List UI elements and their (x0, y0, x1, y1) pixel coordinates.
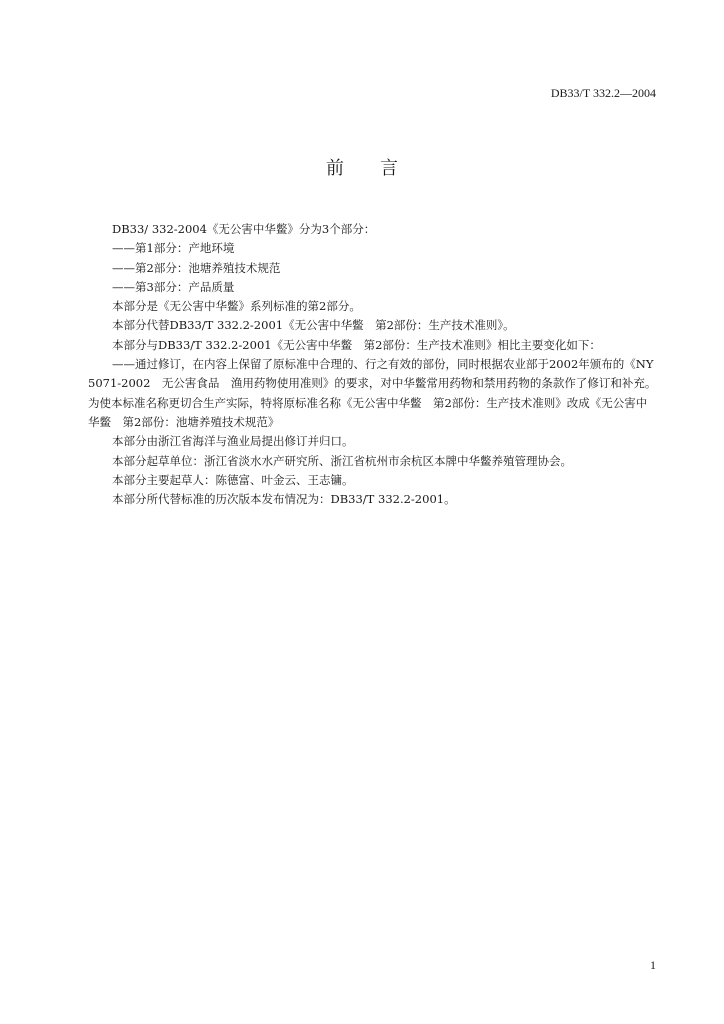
paragraph-revision-details: ——通过修订，在内容上保留了原标准中合理的、行之有效的部份，同时根据农业部于2002年颁布的《NY5071-2002 无公害食品 渔用药物使用准则》的要求，对中华鳖常用药物和禁用药物的条款作了修订和补充。为使本标准名称更切合生产实际，特将原标准名称《无公害中华鳖 第2部份：生产技术准则》改成《无公害中华鳖 第2部份：池塘养殖技术规范》 (88, 357, 657, 429)
paragraph-parts-intro: DB33/ 332-2004《无公害中华鳖》分为3个部分： (112, 222, 376, 236)
paragraph-drafting-units: 本部分起草单位：浙江省淡水水产研究所、浙江省杭州市余杭区本牌中华鳖养殖管理协会。 (112, 453, 572, 468)
page-title: 前言 (326, 158, 434, 179)
document-code: DB33/T 332.2—2004 (550, 86, 656, 100)
paragraph-part-2: ——第2部分：池塘养殖技术规范 (112, 260, 281, 275)
page-number: 1 (650, 958, 656, 972)
paragraph-drafters: 本部分主要起草人：陈德富、叶金云、王志镛。 (112, 472, 354, 487)
paragraph-this-part: 本部分是《无公害中华鳖》系列标准的第2部分。 (112, 299, 361, 314)
paragraph-replaces: 本部分代替DB33/T 332.2-2001《无公害中华鳖 第2部份：生产技术准则》。 (112, 318, 515, 333)
paragraph-proposed-by: 本部分由浙江省海洋与渔业局提出修订并归口。 (112, 434, 354, 449)
foreword-body (88, 220, 658, 509)
paragraph-part-1: ——第1部分：产地环境 (112, 241, 235, 256)
paragraph-changes: 本部分与DB33/T 332.2-2001《无公害中华鳖 第2部份：生产技术准则》相比主要变化如下： (112, 337, 601, 352)
paragraph-previous-editions: 本部分所代替标准的历次版本发布情况为：DB33/T 332.2-2001。 (112, 492, 456, 507)
paragraph-part-3: ——第3部分：产品质量 (112, 279, 235, 294)
